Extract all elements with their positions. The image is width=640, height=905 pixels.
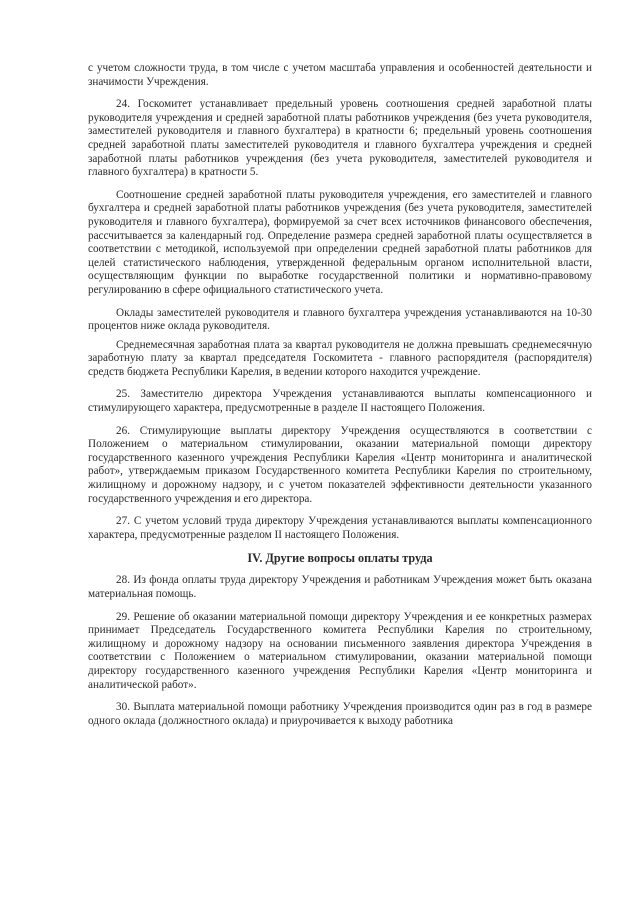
section-heading: IV. Другие вопросы оплаты труда <box>247 551 433 566</box>
paragraph-26: 26. Стимулирующие выплаты директору Учреждения осуществляются в соответствии с Положением о материальном стимулировании, оказании материальной помощи директору государственного казенного учреждения Республики Карелия «Центр мониторинга и аналитической работ», утверждаемым приказом Государственного комитета Республики Карелия по строительному, жилищному и дорожному надзору, и с учетом показателей эффективности деятельности указанного государственного учреждения и его директора. <box>88 424 592 505</box>
paragraph-salaries: Оклады заместителей руководителя и главного бухгалтера учреждения устанавливаются на 10-30 процентов ниже оклада руководителя. <box>88 306 592 333</box>
paragraph-28: 28. Из фонда оплаты труда директору Учреждения и работникам Учреждения может быть оказана материальная помощь. <box>88 574 592 600</box>
paragraph-ratio: Соотношение средней заработной платы руководителя учреждения, его заместителей и главного бухгалтера и средней заработной платы работников учреждения (без учета руководителя, заместителей руководителя и главного бухгалтера), формируемой за счет всех источников финансового обеспечения, рассчитывается за календарный год. Определение размера средней заработной платы осуществляется в соответствии с методикой, используемой при определении средней заработной платы работников для целей статистического наблюдения, утвержденной федеральным органом исполнительной власти, осуществляющим функции по выработке государственной политики и нормативно-правовому регулированию в сфере официального статистического учета. <box>88 188 592 296</box>
paragraph-30: 30. Выплата материальной помощи работнику Учреждения производится один раз в год в размере одного оклада (должностного оклада) и приурочивается к выходу работника <box>88 701 592 727</box>
paragraph-25: 25. Заместителю директора Учреждения устанавливаются выплаты компенсационного и стимулирующего характера, предусмотренные в разделе II настоящего Положения. <box>88 388 592 415</box>
paragraph-continuation: с учетом сложности труда, в том числе с учетом масштаба управления и особенностей деятельности и значимости Учреждения. <box>88 62 592 88</box>
paragraph-29: 29. Решение об оказании материальной помощи директору Учреждения и ее конкретных размерах принимает Председатель Государственного комитета Республики Карелия по строительному, жилищному и дорожному надзору на основании письменного заявления директора Учреждения в соответствии с Положением о материальном стимулировании, оказании материальной помощи директору государственного казенного учреждения Республики Карелия «Центр мониторинга и аналитической работ». <box>88 610 592 691</box>
paragraph-average-salary: Среднемесячная заработная плата за квартал руководителя не должна превышать среднемесячную заработную плату за квартал председателя Госкомитета - главного распорядителя (распорядителя) средств бюджета Республики Карелия, в ведении которого находится учреждение. <box>88 338 592 378</box>
paragraph-27: 27. С учетом условий труда директору Учреждения устанавливаются выплаты компенсационного характера, предусмотренные разделом II настоящего Положения. <box>88 515 592 541</box>
paragraph-24: 24. Госкомитет устанавливает предельный уровень соотношения средней заработной платы руководителя учреждения и средней заработной платы работников учреждения (без учета руководителя, заместителей руководителя и главного бухгалтера) в кратности 6; предельный уровень соотношения средней заработной платы заместителей руководителя и главного бухгалтера учреждения и средней заработной платы работников учреждения (без учета руководителя, заместителей руководителя и главного бухгалтера) в кратности 5. <box>88 98 592 179</box>
